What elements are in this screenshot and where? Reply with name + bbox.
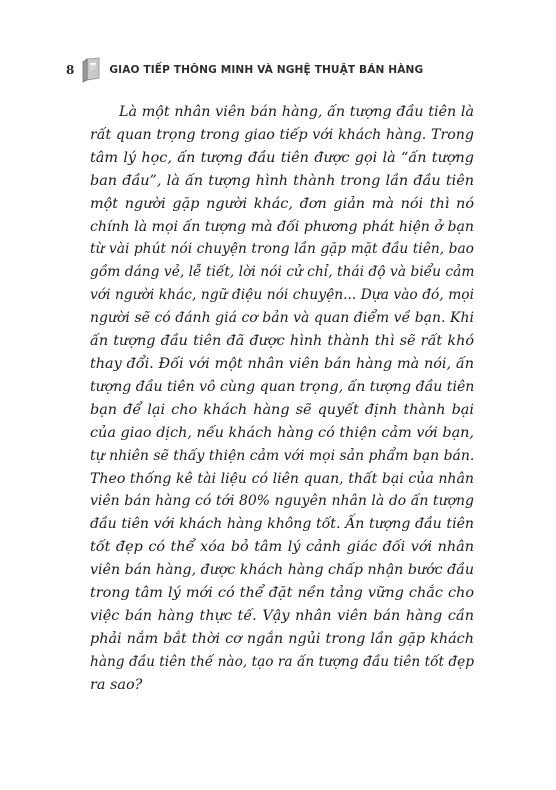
text-line: tốt đẹp có thể xóa bỏ tâm lý cảnh giác đối với nhân	[90, 539, 474, 556]
text-line: người sẽ có đánh giá cơ bản và quan điểm về bạn. Khi	[90, 310, 474, 327]
text-line: đầu tiên với khách hàng không tốt. Ấn tượng đầu tiên	[90, 516, 474, 533]
running-title: GIAO TIẾP THÔNG MINH VÀ NGHỆ THUẬT BÁN HÀNG	[109, 64, 424, 76]
text-line: ban đầu”, là ấn tượng hình thành trong lần đầu tiên	[90, 172, 474, 189]
text-line: tự nhiên sẽ thấy thiện cảm với mọi sản phẩm bạn bán.	[90, 447, 475, 464]
book-icon	[81, 57, 101, 83]
text-line: tượng đầu tiên vô cùng quan trọng, ấn tượng đầu tiên	[90, 378, 475, 395]
text-line: hàng đầu tiên thế nào, tạo ra ấn tượng đầu tiên tốt đẹp	[90, 653, 474, 670]
text-line: gồm dáng vẻ, lễ tiết, lời nói cử chỉ, thái độ và biểu cảm	[90, 264, 475, 281]
text-line: ra sao?	[90, 676, 143, 693]
text-line: một người gặp người khác, đơn giản mà nói thì nó	[90, 195, 474, 212]
body-paragraph	[90, 101, 474, 697]
text-line: chính là mọi ấn tượng mà đối phương phát hiện ở bạn	[90, 218, 474, 235]
page-header	[66, 55, 516, 85]
text-line: Theo thống kê tài liệu có liên quan, thất bại của nhân	[90, 470, 474, 487]
text-line: trong tâm lý mới có thể đặt nền tảng vững chắc cho	[90, 585, 474, 602]
text-line: tâm lý học, ấn tượng đầu tiên được gọi là “ấn tượng	[90, 149, 474, 166]
text-line: Là một nhân viên bán hàng, ấn tượng đầu tiên là	[119, 104, 474, 120]
text-line: rất quan trọng trong giao tiếp với khách hàng. Trong	[90, 126, 474, 143]
text-line: viên bán hàng, được khách hàng chấp nhận bước đầu	[90, 562, 474, 579]
text-line: từ vài phút nói chuyện trong lần gặp mặt đầu tiên, bao	[90, 241, 474, 258]
text-line: phải nắm bắt thời cơ ngắn ngủi trong lần gặp khách	[90, 630, 474, 647]
text-line: bạn để lại cho khách hàng sẽ quyết định thành bại	[90, 401, 474, 418]
text-line: thay đổi. Đối với một nhân viên bán hàng mà nói, ấn	[90, 355, 474, 372]
text-line: viên bán hàng có tới 80% nguyên nhân là do ấn tượng	[90, 493, 474, 510]
page-number: 8	[66, 63, 75, 77]
text-line: với người khác, ngữ điệu nói chuyện... Dựa vào đó, mọi	[90, 287, 474, 304]
text-line: của giao dịch, nếu khách hàng có thiện cảm với bạn,	[90, 424, 474, 441]
text-line: ấn tượng đầu tiên đã được hình thành thì sẽ rất khó	[90, 333, 474, 350]
text-line: việc bán hàng thực tế. Vậy nhân viên bán hàng cần	[90, 607, 474, 624]
